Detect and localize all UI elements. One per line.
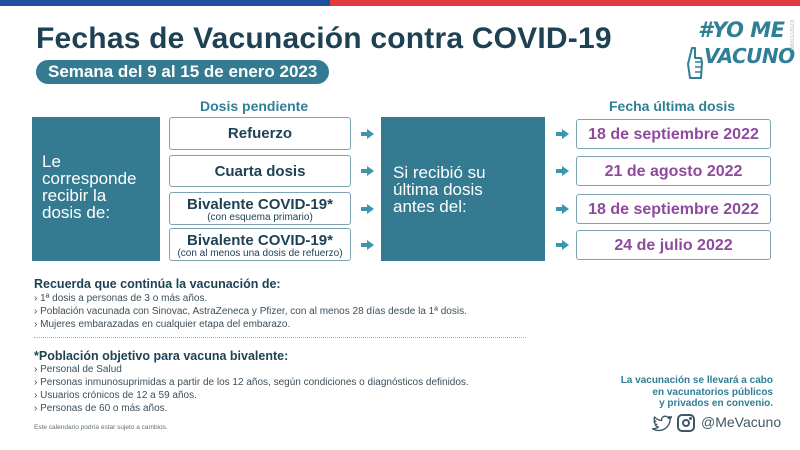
page-title: Fechas de Vacunación contra COVID-19 bbox=[36, 22, 612, 55]
dose-label: Bivalente COVID-19* bbox=[187, 232, 333, 249]
top-flag-bar bbox=[0, 0, 800, 6]
middle-label-block bbox=[381, 117, 545, 261]
date-box-cuarta: 21 de agosto 2022 bbox=[576, 156, 771, 186]
arrow-right-icon bbox=[556, 240, 569, 250]
date-box-bivalente-primario: 18 de septiembre 2022 bbox=[576, 194, 771, 224]
middle-label-text: Si recibió su última dosis antes del: bbox=[393, 163, 486, 216]
reminder-item: › Mujeres embarazadas en cualquier etapa del embarazo. bbox=[34, 319, 291, 330]
dose-box-cuarta bbox=[169, 155, 351, 187]
left-label-text: Le corresponde recibir la dosis de: bbox=[42, 152, 137, 222]
arrow-right-icon bbox=[361, 240, 374, 250]
logo-line-2: VACUNO bbox=[704, 44, 795, 68]
reminder-title: Recuerda que continúa la vacunación de: bbox=[34, 277, 281, 291]
vaccination-note-line: La vacunación se llevará a cabo bbox=[620, 375, 773, 386]
week-subtitle: Semana del 9 al 15 de enero 2023 bbox=[36, 60, 329, 84]
reminder-item: › Población vacunada con Sinovac, AstraZeneca y Pfizer, con al menos 28 días desde la 1ª dosis. bbox=[34, 306, 467, 317]
dose-box-bivalente-primario bbox=[169, 192, 351, 225]
arrow-right-icon bbox=[556, 129, 569, 139]
vaccination-note-line: y privados en convenio. bbox=[659, 398, 773, 409]
vaccination-note-line: en vacunatorios públicos bbox=[652, 386, 773, 398]
left-label-block bbox=[32, 117, 160, 261]
date-box-refuerzo: 18 de septiembre 2022 bbox=[576, 119, 771, 149]
dose-column-header: Dosis pendiente bbox=[200, 98, 309, 114]
logo-line-1: #YO ME bbox=[698, 18, 785, 42]
date-box-bivalente-refuerzo: 24 de julio 2022 bbox=[576, 230, 771, 260]
dose-box-bivalente-refuerzo bbox=[169, 228, 351, 261]
disclaimer: Este calendario podría estar sujeto a cambios. bbox=[34, 424, 168, 431]
dose-note: (con al menos una dosis de refuerzo) bbox=[177, 248, 343, 259]
top-bar-blue bbox=[0, 0, 330, 6]
top-bar-red bbox=[330, 0, 800, 6]
bivalent-target-item: › Usuarios crónicos de 12 a 59 años. bbox=[34, 390, 197, 401]
side-code: 08/01/2023 bbox=[790, 20, 796, 51]
dose-label: Cuarta dosis bbox=[214, 163, 306, 180]
arrow-right-icon bbox=[361, 204, 374, 214]
dose-label: Refuerzo bbox=[227, 125, 293, 142]
social-handle[interactable]: @MeVacuno bbox=[701, 414, 782, 430]
reminder-item: › 1ª dosis a personas de 3 o más años. bbox=[34, 293, 208, 304]
bivalent-target-item: › Personas de 60 o más años. bbox=[34, 403, 168, 414]
instagram-icon[interactable] bbox=[677, 414, 695, 432]
arrow-right-icon bbox=[361, 166, 374, 176]
date-column-header: Fecha última dosis bbox=[609, 98, 736, 114]
dose-box-refuerzo bbox=[169, 117, 351, 150]
bivalent-target-item: › Personal de Salud bbox=[34, 364, 122, 375]
section-divider bbox=[34, 337, 526, 338]
arrow-right-icon bbox=[556, 204, 569, 214]
arrow-right-icon bbox=[361, 129, 374, 139]
bivalent-target-title: *Población objetivo para vacuna bivalente: bbox=[34, 349, 289, 363]
bivalent-target-item: › Personas inmunosuprimidas a partir de los 12 años, según condiciones o diagnósticos definidos. bbox=[34, 377, 469, 388]
twitter-icon[interactable] bbox=[652, 413, 672, 433]
dose-note: (con esquema primario) bbox=[207, 212, 313, 223]
vaccination-location-note bbox=[573, 375, 773, 410]
arrow-right-icon bbox=[556, 166, 569, 176]
dose-label: Bivalente COVID-19* bbox=[187, 196, 333, 213]
